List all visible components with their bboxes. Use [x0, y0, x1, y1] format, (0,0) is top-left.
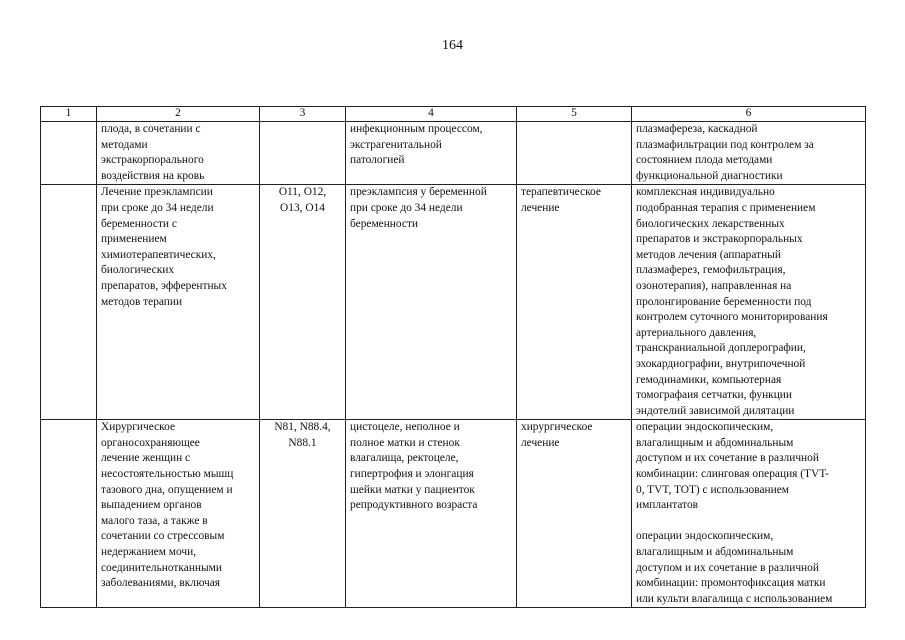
- patient-model-text: цистоцеле, неполное и полное матки и стенок влагалища, ректоцеле, гипертрофия и элонгация шейки матки у пациенток репродуктивного возраста: [350, 421, 478, 512]
- care-type-cell: [97, 122, 260, 185]
- icd-code-cell: [260, 185, 346, 420]
- medical-care-table: [40, 106, 866, 608]
- row-number-cell: [41, 420, 97, 608]
- icd-code-cell: [260, 420, 346, 608]
- column-number-row: [41, 107, 866, 122]
- table-row: [41, 185, 866, 420]
- patient-model-text: преэклампсия у беременной при сроке до 34 недели беременности: [350, 186, 487, 230]
- column-number-3: 3: [260, 107, 346, 122]
- table-row: [41, 420, 866, 608]
- treatment-method-text: плазмафереза, каскадной плазмафильтрации под контролем за состоянием плода методами функциональной диагностики: [636, 123, 814, 182]
- column-number-2: 2: [97, 107, 260, 122]
- care-type-text: Лечение преэклампсии при сроке до 34 недели беременности с применением химиотерапевтических, биологических препаратов, эфферентных методов терапии: [101, 186, 227, 308]
- treatment-type-cell: [517, 420, 632, 608]
- column-number-4: 4: [346, 107, 517, 122]
- care-type-cell: [97, 185, 260, 420]
- care-type-text: плода, в сочетании с методами экстракорпорального воздействия на кровь: [101, 123, 205, 182]
- row-number-cell: [41, 185, 97, 420]
- column-number-5: 5: [517, 107, 632, 122]
- care-type-text: Хирургическое органосохраняющее лечение женщин с несостоятельностью мышц тазового дна, опущением и выпадением органов малого таза, а также в сочетании со стрессовым недержанием мочи, соединительнотканными заболеваниями, включая: [101, 421, 234, 590]
- treatment-method-text: комплексная индивидуально подобранная терапия с применением биологических лекарственных препаратов и экстракорпоральных методов лечения (аппаратный плазмаферез, гемофильтрация, озонотерапия), направленная на пролонгирование беременности под контролем суточного мониторирования артериального давления, транскраниальной доплерографии, эхокардиографии, внутрипочечной гемодинамики, компьютерная томографаия сетчатки, функции эндотелий зависимой дилятации: [636, 186, 828, 417]
- patient-model-cell: [346, 122, 517, 185]
- care-type-cell: [97, 420, 260, 608]
- treatment-method-cell: [632, 185, 866, 420]
- treatment-method-text: операции эндоскопическим, влагалищным и абдоминальным доступом и их сочетание в различной комбинации: слинговая операция (TVT- 0, TVT, TOT) с использованием имплантатов операции эндоскопическим, влагалищным и абдоминальным доступом и их сочетание в различной комбинации: промонтофиксация матки или культи влагалища с использованием: [636, 421, 833, 605]
- patient-model-cell: [346, 185, 517, 420]
- treatment-method-cell: [632, 420, 866, 608]
- icd-code-cell: [260, 122, 346, 185]
- column-number-1: 1: [41, 107, 97, 122]
- row-number-cell: [41, 122, 97, 185]
- page-number: 164: [442, 38, 463, 53]
- treatment-type-cell: [517, 122, 632, 185]
- treatment-type-cell: [517, 185, 632, 420]
- icd-code-text: O11, O12, O13, O14: [278, 186, 327, 214]
- column-number-6: 6: [632, 107, 866, 122]
- treatment-type-text: хирургическое лечение: [521, 421, 593, 449]
- patient-model-cell: [346, 420, 517, 608]
- patient-model-text: инфекционным процессом, экстрагенитальной патологией: [350, 123, 483, 167]
- icd-code-text: N81, N88.4, N88.1: [274, 421, 331, 449]
- table-row: [41, 122, 866, 185]
- treatment-method-cell: [632, 122, 866, 185]
- treatment-type-text: терапевтическое лечение: [521, 186, 601, 214]
